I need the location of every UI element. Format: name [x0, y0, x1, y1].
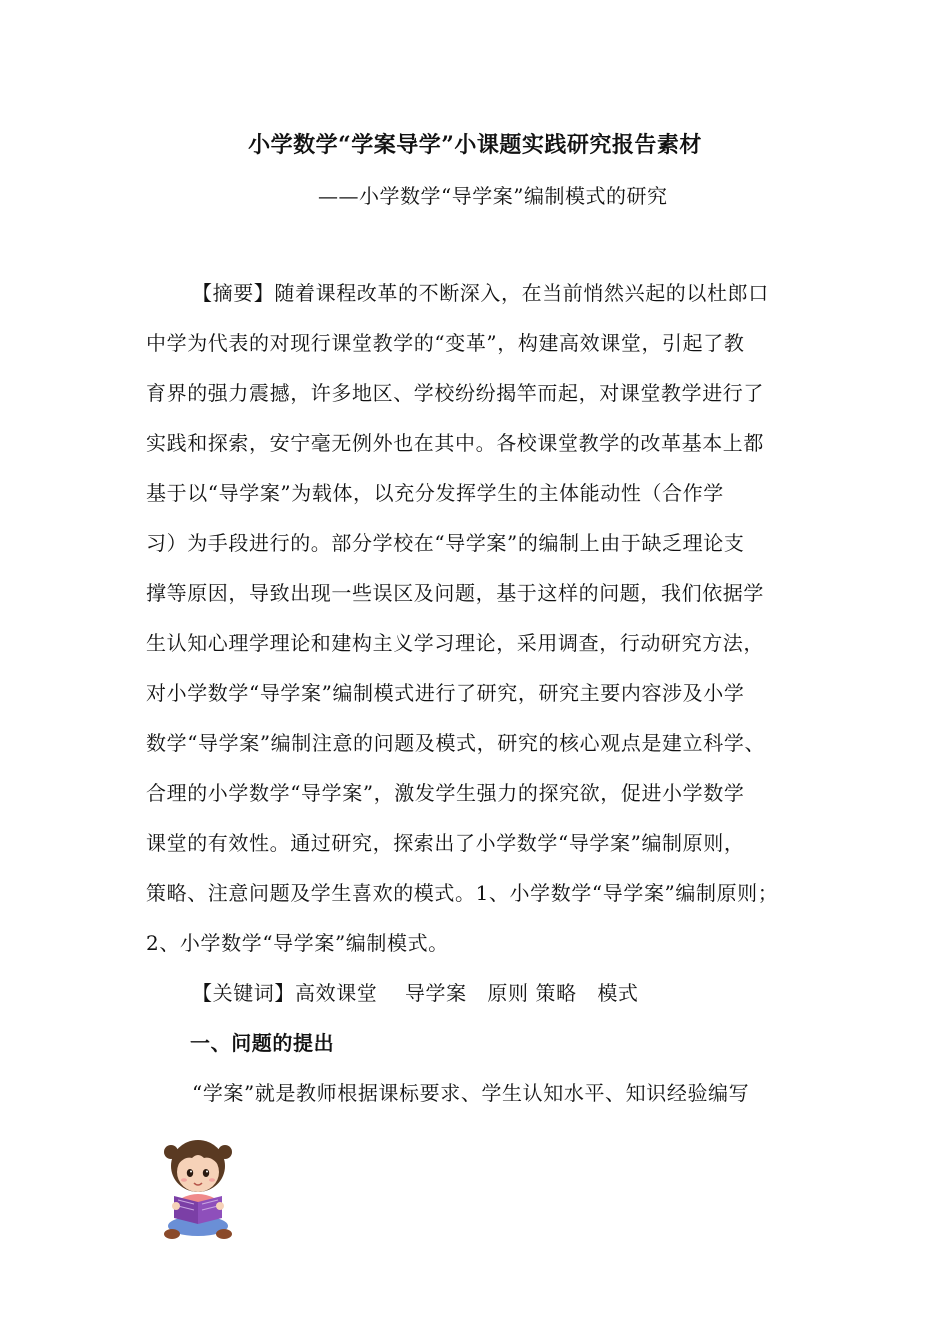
abstract-line: 课堂的有效性。通过研究，探索出了小学数学“导学案”编制原则， [146, 831, 745, 855]
abstract-line: 对小学数学“导学案”编制模式进行了研究，研究主要内容涉及小学 [146, 681, 745, 705]
abstract-line: 实践和探索，安宁毫无例外也在其中。各校课堂教学的改革基本上都 [146, 431, 764, 455]
abstract-line: 习）为手段进行的。部分学校在“导学案”的编制上由于缺乏理论支 [146, 531, 745, 555]
abstract-line: 策略、注意问题及学生喜欢的模式。1、小学数学“导学案”编制原则； [146, 881, 779, 905]
abstract-line: 基于以“导学案”为载体，以充分发挥学生的主体能动性（合作学 [146, 481, 724, 505]
section-heading: 一、问题的提出 [190, 1031, 335, 1055]
abstract-line: 【摘要】随着课程改革的不断深入，在当前悄然兴起的以杜郎口 [192, 281, 769, 305]
abstract-line: 撑等原因，导致出现一些误区及问题，基于这样的问题，我们依据学 [146, 581, 764, 605]
abstract-line: 合理的小学数学“导学案”，激发学生强力的探究欲，促进小学数学 [146, 781, 745, 805]
abstract-line: 生认知心理学理论和建构主义学习理论，采用调查，行动研究方法， [146, 631, 764, 655]
keywords-line: 【关键词】高效课堂 导学案 原则 策略 模式 [192, 981, 639, 1005]
document-title: 小学数学“学案导学”小课题实践研究报告素材 [248, 132, 702, 158]
abstract-line: 数学“导学案”编制注意的问题及模式，研究的核心观点是建立科学、 [146, 731, 766, 755]
abstract-line: 2、小学数学“导学案”编制模式。 [146, 931, 449, 955]
section-paragraph-line: “学案”就是教师根据课标要求、学生认知水平、知识经验编写 [192, 1081, 750, 1105]
child-reading-book-icon [160, 1136, 236, 1246]
document-subtitle: ——小学数学“导学案”编制模式的研究 [318, 184, 668, 208]
abstract-line: 中学为代表的对现行课堂教学的“变革”，构建高效课堂，引起了教 [146, 331, 745, 355]
document-body [146, 276, 814, 1126]
abstract-line: 育界的强力震撼，许多地区、学校纷纷揭竿而起，对课堂教学进行了 [146, 381, 764, 405]
